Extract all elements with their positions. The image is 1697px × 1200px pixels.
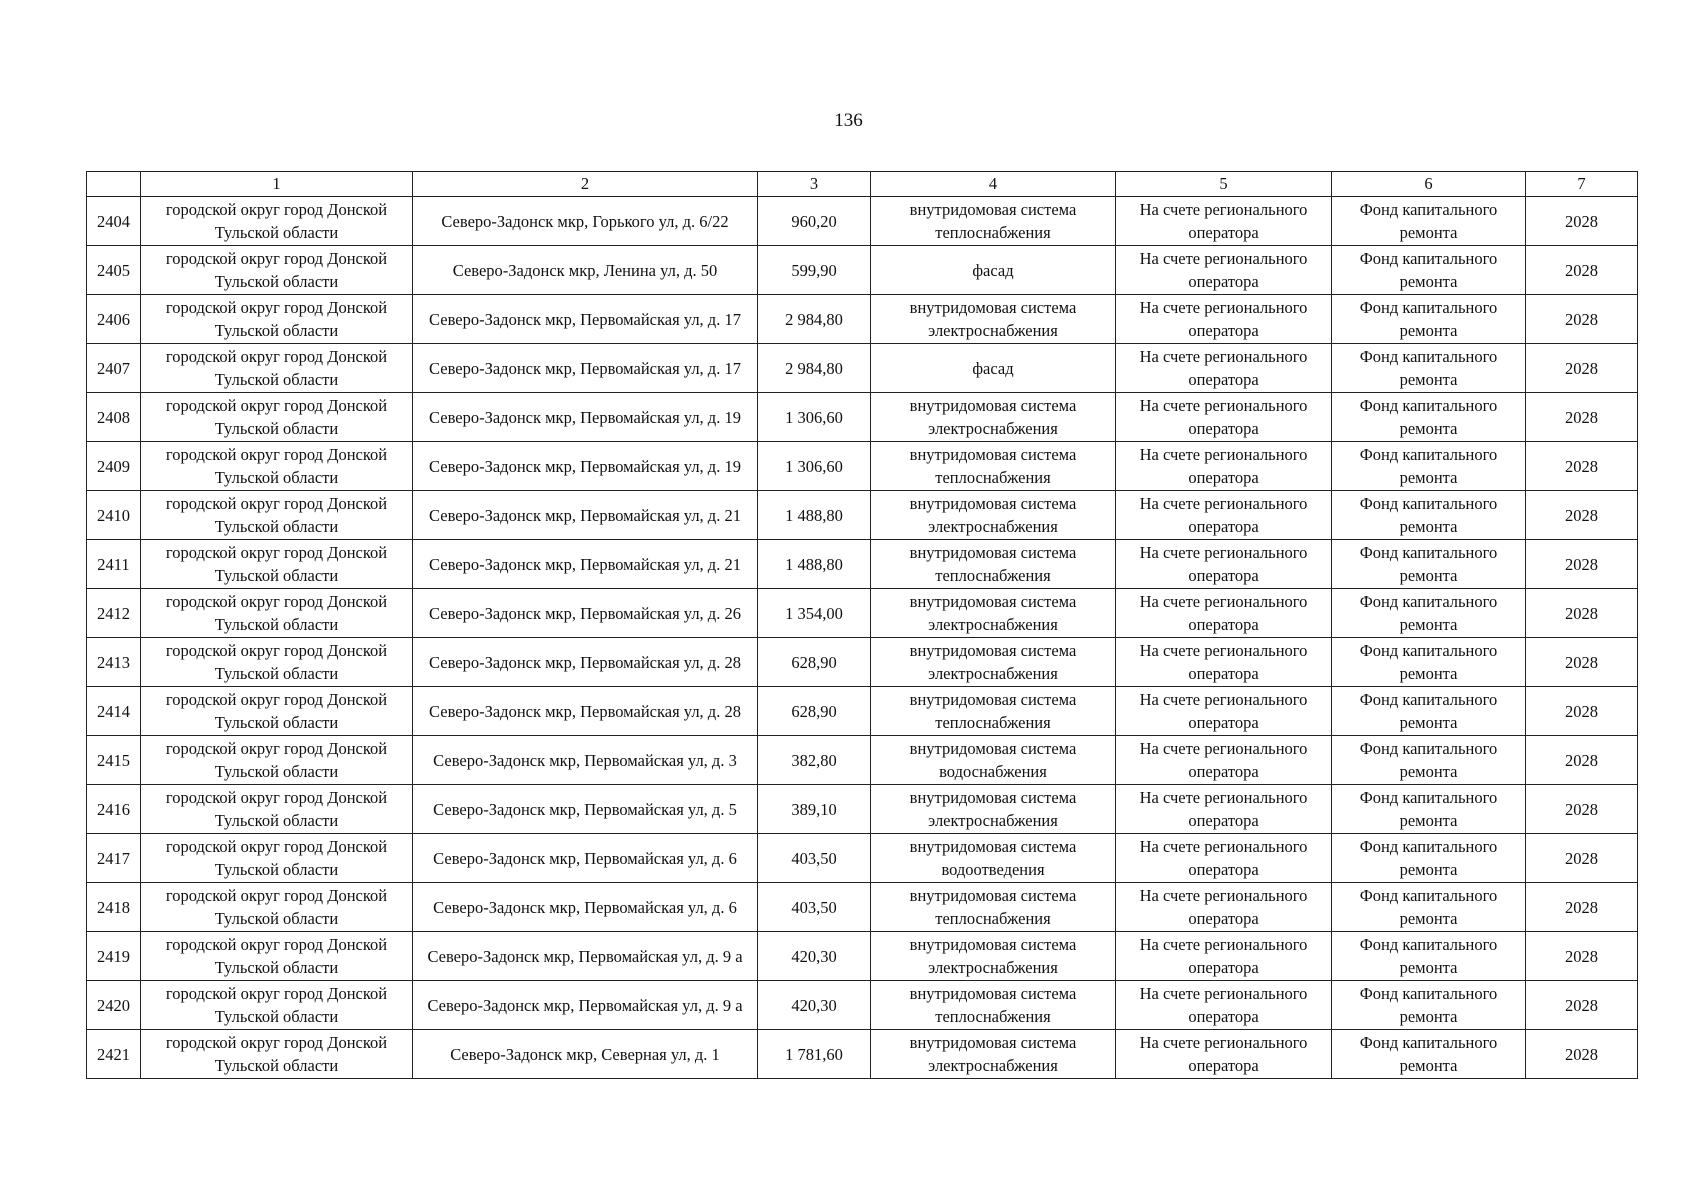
year-cell: 2028	[1526, 246, 1638, 295]
row-number-cell: 2413	[87, 638, 141, 687]
table-row	[87, 197, 1638, 246]
fund-account-cell: На счете регионального оператора	[1116, 246, 1332, 295]
address-cell: Северо-Задонск мкр, Первомайская ул, д. 28	[413, 687, 758, 736]
funding-source-cell: Фонд капитального ремонта	[1332, 834, 1526, 883]
municipality-cell: городской округ город Донской Тульской области	[141, 687, 413, 736]
year-cell: 2028	[1526, 638, 1638, 687]
table-body	[87, 197, 1638, 1079]
municipality-cell: городской округ город Донской Тульской области	[141, 393, 413, 442]
row-number-cell: 2416	[87, 785, 141, 834]
work-type-cell: внутридомовая система электроснабжения	[871, 638, 1116, 687]
municipality-cell: городской округ город Донской Тульской области	[141, 197, 413, 246]
funding-source-cell: Фонд капитального ремонта	[1332, 785, 1526, 834]
funding-source-cell: Фонд капитального ремонта	[1332, 687, 1526, 736]
area-cell: 389,10	[758, 785, 871, 834]
funding-source-cell: Фонд капитального ремонта	[1332, 932, 1526, 981]
funding-source-cell: Фонд капитального ремонта	[1332, 540, 1526, 589]
work-type-cell: внутридомовая система электроснабжения	[871, 491, 1116, 540]
row-number-cell: 2406	[87, 295, 141, 344]
fund-account-cell: На счете регионального оператора	[1116, 883, 1332, 932]
area-cell: 1 354,00	[758, 589, 871, 638]
row-number-cell: 2421	[87, 1030, 141, 1079]
table-row	[87, 295, 1638, 344]
municipality-cell: городской округ город Донской Тульской области	[141, 638, 413, 687]
row-number-cell: 2407	[87, 344, 141, 393]
area-cell: 1 488,80	[758, 491, 871, 540]
address-cell: Северо-Задонск мкр, Первомайская ул, д. 5	[413, 785, 758, 834]
fund-account-cell: На счете регионального оператора	[1116, 295, 1332, 344]
funding-source-cell: Фонд капитального ремонта	[1332, 589, 1526, 638]
funding-source-cell: Фонд капитального ремонта	[1332, 246, 1526, 295]
table-row	[87, 834, 1638, 883]
work-type-cell: внутридомовая система электроснабжения	[871, 1030, 1116, 1079]
funding-source-cell: Фонд капитального ремонта	[1332, 638, 1526, 687]
page-number: 136	[834, 110, 863, 131]
table-row	[87, 491, 1638, 540]
area-cell: 1 306,60	[758, 393, 871, 442]
table-row	[87, 540, 1638, 589]
address-cell: Северо-Задонск мкр, Первомайская ул, д. 17	[413, 344, 758, 393]
funding-source-cell: Фонд капитального ремонта	[1332, 1030, 1526, 1079]
fund-account-cell: На счете регионального оператора	[1116, 834, 1332, 883]
header-cell-5: 5	[1116, 172, 1332, 197]
fund-account-cell: На счете регионального оператора	[1116, 638, 1332, 687]
work-type-cell: внутридомовая система электроснабжения	[871, 589, 1116, 638]
work-type-cell: внутридомовая система теплоснабжения	[871, 687, 1116, 736]
header-cell-3: 3	[758, 172, 871, 197]
header-cell-1: 1	[141, 172, 413, 197]
work-type-cell: внутридомовая система электроснабжения	[871, 932, 1116, 981]
work-type-cell: внутридомовая система водоснабжения	[871, 736, 1116, 785]
year-cell: 2028	[1526, 785, 1638, 834]
capital-repair-table	[86, 171, 1638, 1079]
header-cell-7: 7	[1526, 172, 1638, 197]
address-cell: Северо-Задонск мкр, Северная ул, д. 1	[413, 1030, 758, 1079]
fund-account-cell: На счете регионального оператора	[1116, 1030, 1332, 1079]
year-cell: 2028	[1526, 883, 1638, 932]
table-row	[87, 785, 1638, 834]
fund-account-cell: На счете регионального оператора	[1116, 197, 1332, 246]
address-cell: Северо-Задонск мкр, Первомайская ул, д. 3	[413, 736, 758, 785]
area-cell: 420,30	[758, 932, 871, 981]
municipality-cell: городской округ город Донской Тульской области	[141, 785, 413, 834]
row-number-cell: 2417	[87, 834, 141, 883]
municipality-cell: городской округ город Донской Тульской области	[141, 589, 413, 638]
address-cell: Северо-Задонск мкр, Первомайская ул, д. 9 а	[413, 981, 758, 1030]
year-cell: 2028	[1526, 932, 1638, 981]
area-cell: 628,90	[758, 687, 871, 736]
address-cell: Северо-Задонск мкр, Первомайская ул, д. 19	[413, 442, 758, 491]
address-cell: Северо-Задонск мкр, Первомайская ул, д. 6	[413, 834, 758, 883]
address-cell: Северо-Задонск мкр, Первомайская ул, д. 21	[413, 540, 758, 589]
table-row	[87, 883, 1638, 932]
work-type-cell: фасад	[871, 344, 1116, 393]
row-number-cell: 2418	[87, 883, 141, 932]
fund-account-cell: На счете регионального оператора	[1116, 540, 1332, 589]
area-cell: 403,50	[758, 834, 871, 883]
year-cell: 2028	[1526, 540, 1638, 589]
address-cell: Северо-Задонск мкр, Первомайская ул, д. 19	[413, 393, 758, 442]
year-cell: 2028	[1526, 295, 1638, 344]
address-cell: Северо-Задонск мкр, Первомайская ул, д. 21	[413, 491, 758, 540]
fund-account-cell: На счете регионального оператора	[1116, 981, 1332, 1030]
table-row	[87, 932, 1638, 981]
year-cell: 2028	[1526, 393, 1638, 442]
address-cell: Северо-Задонск мкр, Первомайская ул, д. 28	[413, 638, 758, 687]
municipality-cell: городской округ город Донской Тульской области	[141, 981, 413, 1030]
row-number-cell: 2420	[87, 981, 141, 1030]
address-cell: Северо-Задонск мкр, Первомайская ул, д. 9 а	[413, 932, 758, 981]
fund-account-cell: На счете регионального оператора	[1116, 442, 1332, 491]
row-number-cell: 2408	[87, 393, 141, 442]
year-cell: 2028	[1526, 197, 1638, 246]
municipality-cell: городской округ город Донской Тульской области	[141, 932, 413, 981]
year-cell: 2028	[1526, 442, 1638, 491]
area-cell: 2 984,80	[758, 344, 871, 393]
table-row	[87, 687, 1638, 736]
municipality-cell: городской округ город Донской Тульской области	[141, 736, 413, 785]
fund-account-cell: На счете регионального оператора	[1116, 589, 1332, 638]
fund-account-cell: На счете регионального оператора	[1116, 393, 1332, 442]
table-row	[87, 1030, 1638, 1079]
column-number-row	[87, 172, 1638, 197]
municipality-cell: городской округ город Донской Тульской области	[141, 491, 413, 540]
work-type-cell: фасад	[871, 246, 1116, 295]
work-type-cell: внутридомовая система электроснабжения	[871, 295, 1116, 344]
funding-source-cell: Фонд капитального ремонта	[1332, 295, 1526, 344]
table-row	[87, 981, 1638, 1030]
table-row	[87, 589, 1638, 638]
row-number-cell: 2410	[87, 491, 141, 540]
area-cell: 403,50	[758, 883, 871, 932]
address-cell: Северо-Задонск мкр, Ленина ул, д. 50	[413, 246, 758, 295]
municipality-cell: городской округ город Донской Тульской области	[141, 834, 413, 883]
area-cell: 960,20	[758, 197, 871, 246]
funding-source-cell: Фонд капитального ремонта	[1332, 491, 1526, 540]
row-number-cell: 2405	[87, 246, 141, 295]
municipality-cell: городской округ город Донской Тульской области	[141, 442, 413, 491]
work-type-cell: внутридомовая система теплоснабжения	[871, 981, 1116, 1030]
year-cell: 2028	[1526, 736, 1638, 785]
area-cell: 1 306,60	[758, 442, 871, 491]
fund-account-cell: На счете регионального оператора	[1116, 687, 1332, 736]
row-number-cell: 2412	[87, 589, 141, 638]
municipality-cell: городской округ город Донской Тульской области	[141, 246, 413, 295]
year-cell: 2028	[1526, 589, 1638, 638]
header-cell-4: 4	[871, 172, 1116, 197]
row-number-cell: 2404	[87, 197, 141, 246]
funding-source-cell: Фонд капитального ремонта	[1332, 344, 1526, 393]
funding-source-cell: Фонд капитального ремонта	[1332, 981, 1526, 1030]
municipality-cell: городской округ город Донской Тульской области	[141, 295, 413, 344]
area-cell: 1 488,80	[758, 540, 871, 589]
header-cell-row-number	[87, 172, 141, 197]
municipality-cell: городской округ город Донской Тульской области	[141, 883, 413, 932]
funding-source-cell: Фонд капитального ремонта	[1332, 197, 1526, 246]
year-cell: 2028	[1526, 1030, 1638, 1079]
fund-account-cell: На счете регионального оператора	[1116, 491, 1332, 540]
fund-account-cell: На счете регионального оператора	[1116, 736, 1332, 785]
address-cell: Северо-Задонск мкр, Первомайская ул, д. 17	[413, 295, 758, 344]
fund-account-cell: На счете регионального оператора	[1116, 785, 1332, 834]
year-cell: 2028	[1526, 834, 1638, 883]
work-type-cell: внутридомовая система электроснабжения	[871, 393, 1116, 442]
area-cell: 599,90	[758, 246, 871, 295]
funding-source-cell: Фонд капитального ремонта	[1332, 442, 1526, 491]
area-cell: 628,90	[758, 638, 871, 687]
funding-source-cell: Фонд капитального ремонта	[1332, 883, 1526, 932]
row-number-cell: 2409	[87, 442, 141, 491]
year-cell: 2028	[1526, 687, 1638, 736]
work-type-cell: внутридомовая система теплоснабжения	[871, 197, 1116, 246]
funding-source-cell: Фонд капитального ремонта	[1332, 736, 1526, 785]
work-type-cell: внутридомовая система теплоснабжения	[871, 540, 1116, 589]
area-cell: 2 984,80	[758, 295, 871, 344]
address-cell: Северо-Задонск мкр, Первомайская ул, д. 26	[413, 589, 758, 638]
table-row	[87, 246, 1638, 295]
address-cell: Северо-Задонск мкр, Первомайская ул, д. 6	[413, 883, 758, 932]
year-cell: 2028	[1526, 491, 1638, 540]
table-row	[87, 638, 1638, 687]
row-number-cell: 2414	[87, 687, 141, 736]
table-row	[87, 393, 1638, 442]
municipality-cell: городской округ город Донской Тульской области	[141, 344, 413, 393]
work-type-cell: внутридомовая система электроснабжения	[871, 785, 1116, 834]
row-number-cell: 2411	[87, 540, 141, 589]
table-row	[87, 344, 1638, 393]
header-cell-2: 2	[413, 172, 758, 197]
work-type-cell: внутридомовая система водоотведения	[871, 834, 1116, 883]
year-cell: 2028	[1526, 344, 1638, 393]
year-cell: 2028	[1526, 981, 1638, 1030]
address-cell: Северо-Задонск мкр, Горького ул, д. 6/22	[413, 197, 758, 246]
fund-account-cell: На счете регионального оператора	[1116, 932, 1332, 981]
municipality-cell: городской округ город Донской Тульской области	[141, 540, 413, 589]
work-type-cell: внутридомовая система теплоснабжения	[871, 442, 1116, 491]
table-row	[87, 736, 1638, 785]
table-row	[87, 442, 1638, 491]
funding-source-cell: Фонд капитального ремонта	[1332, 393, 1526, 442]
row-number-cell: 2415	[87, 736, 141, 785]
header-cell-6: 6	[1332, 172, 1526, 197]
area-cell: 382,80	[758, 736, 871, 785]
fund-account-cell: На счете регионального оператора	[1116, 344, 1332, 393]
area-cell: 420,30	[758, 981, 871, 1030]
work-type-cell: внутридомовая система теплоснабжения	[871, 883, 1116, 932]
area-cell: 1 781,60	[758, 1030, 871, 1079]
row-number-cell: 2419	[87, 932, 141, 981]
municipality-cell: городской округ город Донской Тульской области	[141, 1030, 413, 1079]
